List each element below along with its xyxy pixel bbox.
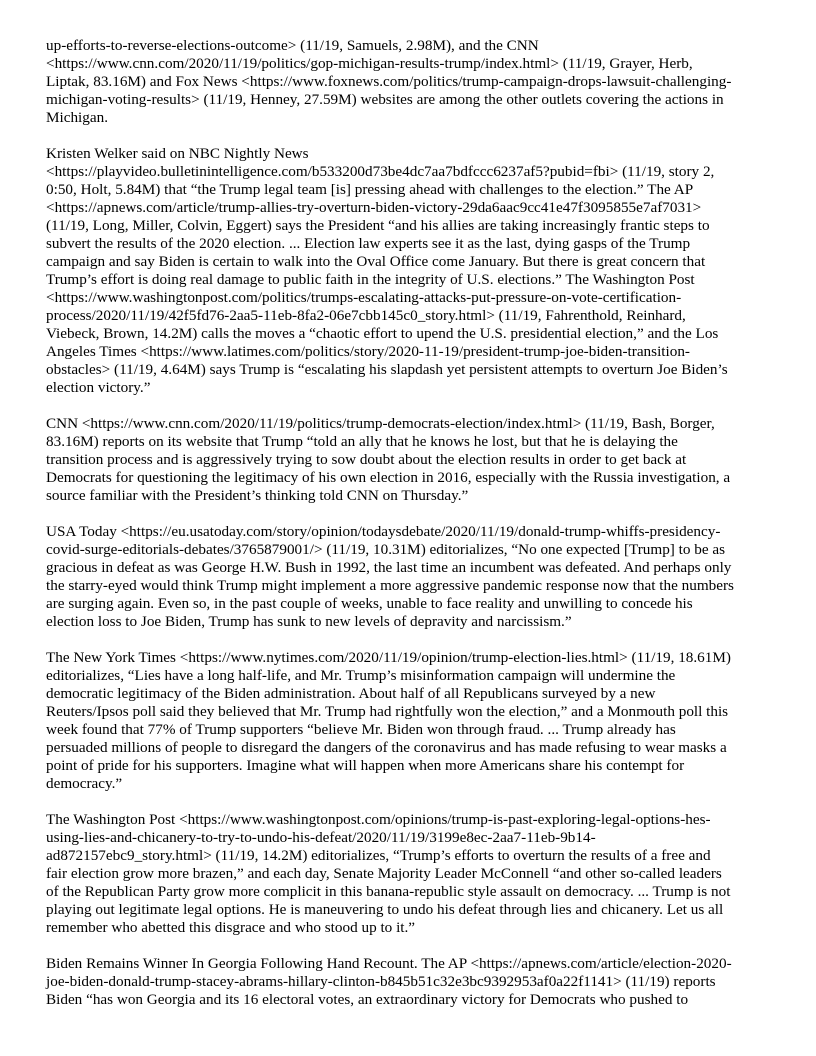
paragraph-nyt-editorial: The New York Times <https://www.nytimes.com/2020/11/19/opinion/trump-election-lies.html> (11/19, 18.61M) editorializes, “Lies have a long half-life, and Mr. Trump’s misinformation campaign will undermine the democratic legitimacy of the Biden administration. About half of all Republicans surveyed by a new Reuters/Ipsos poll said they believed that Mr. Trump had rightfully won the election,” and a Monmouth poll this week found that 77% of Trump supporters “believe Mr. Biden won through fraud. ... Trump already has persuaded millions of people to disregard the dangers of the coronavirus and has made refusing to wear masks a point of pride for his supporters. Imagine what will happen when more Americans share his contempt for democracy.” [46, 649, 731, 792]
paragraph-wapo-editorial: The Washington Post <https://www.washingtonpost.com/opinions/trump-is-past-exploring-legal-options-hes- using-lies-and-chicanery-to-try-to-undo-his-defeat/2020/11/19/3199e8ec-2aa7-11eb-9b14- ad872157ebc9_story.html> (11/19, 14.2M) editorializes, “Trump’s efforts to overturn the results of a free and fair election grow more brazen,” and each day, Senate Majority Leader McConnell “and other so-called leaders of the Republican Party grow more complicit in this banana-republic style assault on democracy. ... Trump is not playing out legitimate legal options. He is maneuvering to undo his defeat through lies and chicanery. Let us all remember who abetted this disgrace and who stood up to it.” [46, 811, 731, 936]
paragraph-cnn-report: CNN <https://www.cnn.com/2020/11/19/politics/trump-democrats-election/index.html> (11/19, Bash, Borger, 83.16M) reports on its website that Trump “told an ally that he knows he lost, but that he is delaying the transition process and is aggressively trying to sow doubt about the election results in order to get back at Democrats for questioning the legitimacy of his own election in 2016, especially with the Russia investigation, a source familiar with the President’s thinking told CNN on Thursday.” [46, 415, 731, 504]
paragraph-georgia-recount: Biden Remains Winner In Georgia Following Hand Recount. The AP <https://apnews.com/article/election-2020- joe-biden-donald-trump-stacey-abrams-hillary-clinton-b845b51c32e3bc9392953af0a22f1141> (11/19) reports Biden “has won Georgia and its 16 electoral votes, an extraordinary victory for Democrats who pushed to [46, 955, 732, 1008]
document-page [46, 37, 772, 1027]
paragraph-michigan-coverage: up-efforts-to-reverse-elections-outcome> (11/19, Samuels, 2.98M), and the CNN <https://www.cnn.com/2020/11/19/politics/gop-michigan-results-trump/index.html> (11/19, Grayer, Herb, Liptak, 83.16M) and Fox News <https://www.foxnews.com/politics/trump-campaign-drops-lawsuit-challenging- michigan-voting-results> (11/19, Henney, 27.59M) websites are among the other outlets covering the actions in Michigan. [46, 37, 732, 126]
paragraph-usa-today-editorial: USA Today <https://eu.usatoday.com/story/opinion/todaysdebate/2020/11/19/donald-trump-whiffs-presidency- covid-surge-editorials-debates/3765879001/> (11/19, 10.31M) editorializes, “No one expected [Trump] to be as gracious in defeat as was George H.W. Bush in 1992, the last time an incumbent was defeated. And perhaps only the starry-eyed would think Trump might implement a more aggressive pandemic response now that the numbers are surging again. Even so, in the past couple of weeks, unable to face reality and unwilling to concede his election loss to Joe Biden, Trump has sunk to new levels of depravity and narcissism.” [46, 523, 734, 630]
paragraph-nbc-ap-wapo-latimes: Kristen Welker said on NBC Nightly News <https://playvideo.bulletinintelligence.com/b533200d73be4dc7aa7bdfccc6237af5?pubid=fbi> (11/19, story 2, 0:50, Holt, 5.84M) that “the Trump legal team [is] pressing ahead with challenges to the election.” The AP <https://apnews.com/article/trump-allies-try-overturn-biden-victory-29da6aac9cc41e47f3095855e7af7031> (11/19, Long, Miller, Colvin, Eggert) says the President “and his allies are taking increasingly frantic steps to subvert the results of the 2020 election. ... Election law experts see it as the last, dying gasps of the Trump campaign and say Biden is certain to walk into the Oval Office come January. But there is great concern that Trump’s effort is doing real damage to public faith in the integrity of U.S. elections.” The Washington Post <https://www.washingtonpost.com/politics/trumps-escalating-attacks-put-pressure-on-vote-certification- process/2020/11/19/42f5fd76-2aa5-11eb-8fa2-06e7cbb145c0_story.html> (11/19, Fahrenthold, Reinhard, Viebeck, Brown, 14.2M) calls the moves a “chaotic effort to upend the U.S. presidential election,” and the Los Angeles Times <https://www.latimes.com/politics/story/2020-11-19/president-trump-joe-biden-transition- obstacles> (11/19, 4.64M) says Trump is “escalating his slapdash yet persistent attempts to overturn Joe Biden’s election victory.” [46, 145, 728, 396]
